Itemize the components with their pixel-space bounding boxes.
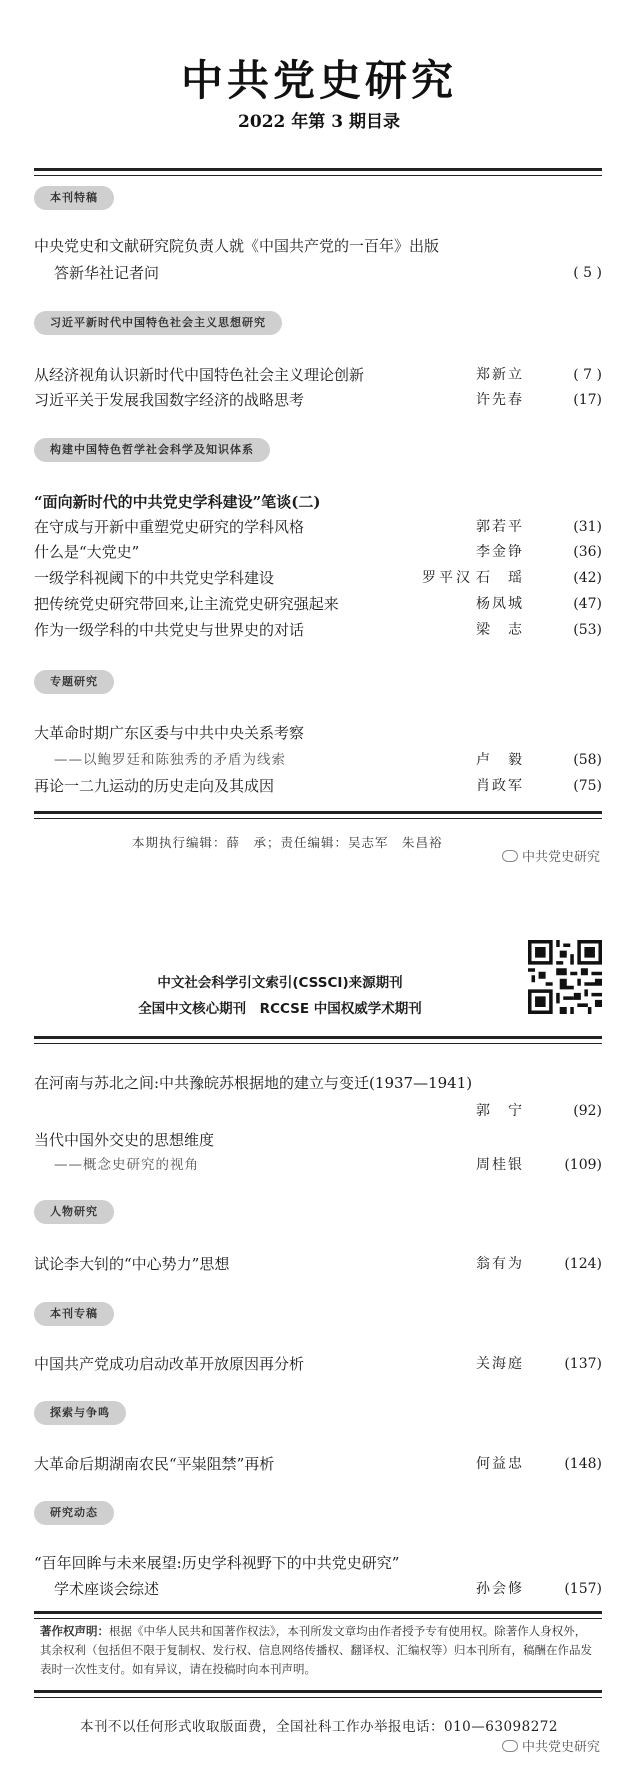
toc-entry[interactable] [34, 516, 602, 538]
entry-page: (92) [573, 1103, 602, 1119]
section-label: 专题研究 [34, 670, 114, 694]
toc-entry[interactable] [34, 262, 602, 284]
toc-entry[interactable] [34, 1253, 602, 1275]
entry-title: 当代中国外交史的思想维度 [34, 1131, 215, 1149]
entry-author: 何益忠 [476, 1456, 524, 1472]
entry-title: 答新华社记者问 [54, 264, 160, 282]
entry-author: 郭 宁 [476, 1103, 524, 1119]
entry-author: 杨凤城 [476, 596, 524, 612]
issue-title: 2022 年第 3 期目录 [238, 112, 400, 132]
top-double-rule [34, 168, 602, 176]
toc-entry[interactable] [34, 235, 602, 257]
entry-title: 什么是“大党史” [34, 543, 140, 561]
toc-entry[interactable] [34, 567, 602, 589]
entry-title: 在河南与苏北之间:中共豫皖苏根据地的建立与变迁(1937—1941) [34, 1074, 473, 1092]
entry-author: 卢 毅 [476, 752, 524, 768]
toc-entry[interactable] [34, 722, 602, 744]
entry-page: (58) [573, 752, 602, 768]
entry-title: 学术座谈会综述 [54, 1580, 160, 1598]
entry-coauthor: 罗平汉 [422, 570, 473, 586]
toc-entry[interactable] [34, 1072, 602, 1094]
toc-entry[interactable] [34, 1353, 602, 1375]
section-label: 本刊特稿 [34, 186, 114, 210]
entry-title: 大革命时期广东区委与中共中央关系考察 [34, 724, 305, 742]
toc-entry[interactable] [34, 619, 602, 641]
entry-page: (148) [564, 1456, 602, 1472]
entry-author: 石 瑶 [476, 570, 524, 586]
toc-entry[interactable] [34, 541, 602, 563]
index-line-core: 全国中文核心期刊 RCCSE 中国权威学术期刊 [138, 1001, 422, 1017]
entry-page: (36) [573, 544, 602, 560]
entry-page: (137) [564, 1356, 602, 1372]
toc-entry[interactable] [34, 749, 602, 771]
mid-double-rule [34, 811, 602, 819]
entry-title: “面向新时代的中共党史学科建设”笔谈(二) [34, 493, 321, 511]
entry-subtitle: ——以鲍罗廷和陈独秀的矛盾为线索 [54, 752, 286, 768]
toc-entry[interactable] [34, 364, 602, 386]
entry-title: “百年回眸与未来展望:历史学科视野下的中共党史研究” [34, 1554, 400, 1572]
footer-notice: 本刊不以任何形式收取版面费，全国社科工作办举报电话：010—63098272 [80, 1719, 558, 1735]
entry-title: 从经济视角认识新时代中国特色社会主义理论创新 [34, 366, 365, 384]
toc-entry[interactable] [34, 1578, 602, 1600]
entry-title: 把传统党史研究带回来,让主流党史研究强起来 [34, 595, 339, 613]
toc-entry[interactable] [34, 775, 602, 797]
entry-author: 关海庭 [476, 1356, 524, 1372]
toc-entry[interactable] [34, 593, 602, 615]
section-label: 构建中国特色哲学社会科学及知识体系 [34, 438, 270, 462]
toc-entry[interactable] [34, 1453, 602, 1475]
index-double-rule [34, 1036, 602, 1044]
entry-author: 周桂银 [476, 1157, 524, 1173]
entry-subtitle: ——概念史研究的视角 [54, 1157, 199, 1173]
entry-page: (124) [564, 1256, 602, 1272]
entry-author: 郑新立 [476, 367, 524, 383]
toc-entry[interactable] [34, 389, 602, 411]
entry-title: 试论李大钊的“中心势力”思想 [34, 1255, 230, 1273]
entry-title: 再论一二九运动的历史走向及其成因 [34, 777, 275, 795]
entry-page: (75) [573, 778, 602, 794]
copyright-top-rule [34, 1611, 602, 1619]
toc-entry[interactable] [34, 1154, 602, 1176]
toc-entry[interactable] [34, 491, 602, 513]
section-label: 习近平新时代中国特色社会主义思想研究 [34, 311, 282, 335]
entry-title: 中央党史和文献研究院负责人就《中国共产党的一百年》出版 [34, 237, 440, 255]
toc-entry[interactable] [34, 1100, 602, 1122]
entry-page: ( 5 ) [573, 265, 602, 281]
entry-page: (47) [573, 596, 602, 612]
copyright-bottom-rule [34, 1690, 602, 1698]
entry-page: (31) [573, 519, 602, 535]
section-label: 研究动态 [34, 1501, 114, 1525]
entry-author: 翁有为 [476, 1256, 524, 1272]
entry-page: (109) [564, 1157, 602, 1173]
entry-page: (42) [573, 570, 602, 586]
entry-page: (53) [573, 622, 602, 638]
entry-page: (17) [573, 392, 602, 408]
entry-title: 一级学科视阈下的中共党史学科建设 [34, 569, 275, 587]
entry-author: 梁 志 [476, 622, 524, 638]
journal-masthead: 中共党史研究 [180, 56, 457, 105]
section-label: 探索与争鸣 [34, 1401, 126, 1425]
index-line-cssci: 中文社会科学引文索引(CSSCI)来源期刊 [157, 975, 403, 991]
qr-code-icon [528, 940, 602, 1014]
entry-author: 郭若平 [476, 519, 524, 535]
entry-page: (157) [564, 1581, 602, 1597]
entry-title: 习近平关于发展我国数字经济的战略思考 [34, 391, 305, 409]
wechat-icon [502, 1740, 518, 1752]
watermark [502, 846, 600, 865]
entry-page: ( 7 ) [573, 367, 602, 383]
copyright-text: 根据《中华人民共和国著作权法》，本刊所发文章均由作者授予专有使用权。除著作人身权外，其余权利（包括但不限于复制权、发行权、信息网络传播权、翻译权、汇编权等）归本刊所有，稿酬在作品发表时一次性支付。如有异议，请在投稿时向本刊声明。 [40, 1624, 592, 1676]
entry-title: 中国共产党成功启动改革开放原因再分析 [34, 1355, 305, 1373]
watermark [502, 1736, 600, 1755]
watermark-text: 中共党史研究 [522, 1740, 601, 1755]
wechat-icon [502, 850, 518, 862]
toc-entry[interactable] [34, 1129, 602, 1151]
entry-author: 李金铮 [476, 544, 524, 560]
entry-author: 许先春 [476, 392, 524, 408]
editors-line: 本期执行编辑：薛 承；责任编辑：吴志军 朱昌裕 [132, 835, 443, 850]
toc-entry[interactable] [34, 1552, 602, 1574]
copyright-notice [40, 1622, 596, 1679]
section-label: 人物研究 [34, 1200, 114, 1224]
entry-title: 作为一级学科的中共党史与世界史的对话 [34, 621, 305, 639]
entry-author: 孙会修 [476, 1581, 524, 1597]
entry-author: 肖政军 [476, 778, 524, 794]
watermark-text: 中共党史研究 [522, 850, 601, 865]
copyright-label: 著作权声明： [40, 1624, 109, 1638]
entry-title: 大革命后期湖南农民“平粜阻禁”再析 [34, 1455, 275, 1473]
section-label: 本刊专稿 [34, 1302, 114, 1326]
entry-title: 在守成与开新中重塑党史研究的学科风格 [34, 518, 305, 536]
